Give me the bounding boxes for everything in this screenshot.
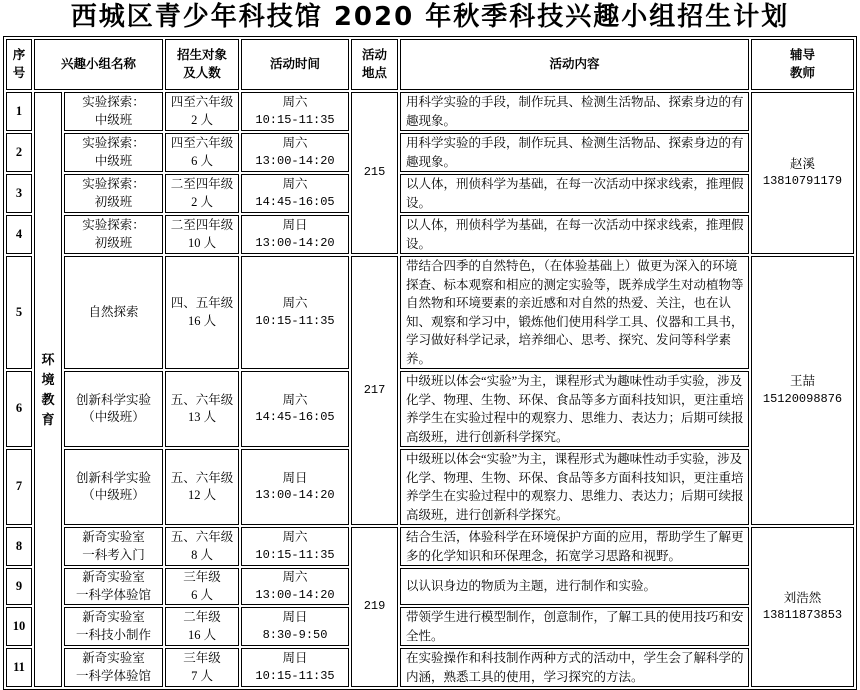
activity-content: 中级班以体会“实验”为主，课程形式为趣味性动手实验，涉及化学、物理、生物、环保、食品等多方面科技知识，更注重培养学生在实验过程中的观察力、思维力、表达力；后期可续报高级班，进行创新科学探究。: [400, 371, 749, 447]
activity-content: 以人体，刑侦科学为基础，在每一次活动中探求线索，推理假设。: [400, 174, 749, 213]
activity-time: [241, 371, 349, 447]
group-name: 实验探索： 初级班: [64, 215, 163, 254]
time-range: 13:00-14:20: [255, 587, 335, 602]
activity-room: 215: [351, 92, 398, 254]
enrollment-count: 12 人: [187, 488, 217, 502]
enrollment-count: 2 人: [191, 112, 213, 127]
row-number: 11: [6, 648, 32, 687]
enrollment-count: 13 人: [187, 410, 217, 424]
enrollment-count: 16 人: [187, 627, 217, 642]
table-row: [6, 371, 854, 447]
header-target: 招生对象 及人数: [165, 39, 239, 90]
enrollment-count: 6 人: [191, 587, 213, 602]
grade-range: 四、五年级: [170, 296, 234, 310]
enrollment-count: 2 人: [191, 194, 213, 209]
activity-time: [241, 568, 349, 605]
weekday: 周六: [282, 136, 308, 150]
activity-time: [241, 174, 349, 213]
weekday: 周日: [282, 470, 308, 485]
grade-range: 二至四年级: [170, 218, 234, 232]
group-name: 新奇实验室 一科学体验馆: [64, 648, 163, 687]
activity-content: 以认识身边的物质为主题，进行制作和实验。: [400, 568, 749, 605]
row-number: 2: [6, 133, 32, 172]
teacher-cell: [751, 527, 854, 687]
enrollment-target: [165, 174, 239, 213]
row-number: 8: [6, 527, 32, 566]
time-range: 8:30-9:50: [262, 627, 328, 642]
activity-time: [241, 92, 349, 131]
activity-content: 中级班以体会“实验”为主，课程形式为趣味性动手实验，涉及化学、物理、生物、环保、食品等多方面科技知识，更注重培养学生在实验过程中的观察力、思维力、表达力；后期可续报高级班，进行创新科学探究。: [400, 449, 749, 525]
enrollment-target: [165, 648, 239, 687]
group-name: 实验探索： 中级班: [64, 133, 163, 172]
weekday: 周六: [282, 95, 308, 109]
activity-room: 219: [351, 527, 398, 687]
grade-range: 二年级: [183, 610, 221, 624]
grade-range: 三年级: [183, 651, 221, 665]
grade-range: 四至六年级: [170, 136, 234, 150]
teacher-name: 刘浩然: [783, 590, 822, 605]
time-range: 13:00-14:20: [255, 153, 335, 168]
activity-time: [241, 215, 349, 254]
grade-range: 五、六年级: [170, 392, 234, 407]
activity-time: [241, 256, 349, 369]
row-number: 1: [6, 92, 32, 131]
time-range: 10:15-11:35: [255, 112, 335, 127]
enrollment-target: [165, 568, 239, 605]
group-name: 新奇实验室 一科技小制作: [64, 607, 163, 646]
table-row: [6, 449, 854, 525]
table-row: [6, 133, 854, 172]
page-title: 西城区青少年科技馆 2020 年秋季科技兴趣小组招生计划: [70, 2, 790, 32]
time-range: 14:45-16:05: [255, 194, 335, 209]
category-label: 环境教育: [41, 351, 55, 427]
enrollment-target: [165, 133, 239, 172]
activity-content: 带结合四季的自然特色，（在体验基础上）做更为深入的环境探查、标本观察和相应的测定实验等，既养成学生对动植物等自然物和环境要素的亲近感和对自然的热爱、关注，也在认知、观察和学习中，锻炼他们使用科学工具、仪器和工具书，学习做好科学记录，培养细心、思考、探究、发问等科学素养。: [400, 256, 749, 369]
enrollment-count: 8 人: [191, 547, 213, 562]
row-number: 10: [6, 607, 32, 646]
weekday: 周日: [282, 218, 308, 232]
enrollment-target: [165, 449, 239, 525]
grade-range: 五、六年级: [170, 530, 234, 544]
grade-range: 五、六年级: [170, 470, 234, 485]
teacher-phone: 15120098876: [762, 391, 843, 406]
activity-room: 217: [351, 256, 398, 525]
enrollment-target: [165, 92, 239, 131]
activity-content: 以人体，刑侦科学为基础，在每一次活动中探求线索，推理假设。: [400, 215, 749, 254]
activity-content: 带领学生进行模型制作，创意制作，了解工具的使用技巧和安全性。: [400, 607, 749, 646]
row-number: 7: [6, 449, 32, 525]
enrollment-count: 10 人: [187, 235, 217, 250]
activity-content: 结合生活，体验科学在环境保护方面的应用，帮助学生了解更多的化学知识和环保理念，拓宽学习思路和视野。: [400, 527, 749, 566]
row-number: 4: [6, 215, 32, 254]
teacher-cell: [751, 92, 854, 254]
time-range: 10:15-11:35: [255, 313, 335, 328]
header-seq: 序 号: [6, 39, 32, 90]
activity-time: [241, 527, 349, 566]
weekday: 周六: [282, 392, 308, 407]
activity-content: 用科学实验的手段，制作玩具、检测生活物品、探索身边的有趣现象。: [400, 133, 749, 172]
header-content: 活动内容: [400, 39, 749, 90]
row-number: 9: [6, 568, 32, 605]
table-row: [6, 92, 854, 131]
time-range: 14:45-16:05: [255, 410, 335, 424]
enrollment-target: [165, 256, 239, 369]
time-range: 10:15-11:35: [255, 668, 335, 683]
enrollment-target: [165, 371, 239, 447]
activity-content: 用科学实验的手段，制作玩具、检测生活物品、探索身边的有趣现象。: [400, 92, 749, 131]
group-name: 创新科学实验 （中级班）: [64, 371, 163, 447]
time-range: 13:00-14:20: [255, 235, 335, 250]
enrollment-target: [165, 215, 239, 254]
table-row: [6, 215, 854, 254]
row-number: 6: [6, 371, 32, 447]
table-row: [6, 174, 854, 213]
enrollment-count: 16 人: [187, 313, 217, 328]
activity-content: 在实验操作和科技制作两种方式的活动中，学生会了解科学的内涵，熟悉工具的使用，学习探究的方法。: [400, 648, 749, 687]
weekday: 周六: [282, 570, 308, 584]
grade-range: 二至四年级: [170, 177, 234, 191]
activity-time: [241, 607, 349, 646]
enrollment-table: [3, 36, 857, 690]
row-number: 5: [6, 256, 32, 369]
group-name: 新奇实验室 一科学体验馆: [64, 568, 163, 605]
header-group-name: 兴趣小组名称: [34, 39, 163, 90]
table-row: [6, 256, 854, 369]
row-number: 3: [6, 174, 32, 213]
teacher-phone: 13811873853: [762, 608, 843, 622]
teacher-cell: [751, 256, 854, 525]
group-name: 自然探索: [64, 256, 163, 369]
table-row: [6, 607, 854, 646]
enrollment-target: [165, 607, 239, 646]
enrollment-target: [165, 527, 239, 566]
group-name: 实验探索： 初级班: [64, 174, 163, 213]
header-row: [6, 39, 854, 90]
enrollment-count: 7 人: [191, 668, 213, 683]
table-row: [6, 568, 854, 605]
weekday: 周六: [282, 177, 308, 191]
teacher-name: 王喆: [790, 374, 816, 388]
category-cell: [34, 92, 62, 687]
grade-range: 三年级: [183, 570, 221, 584]
group-name: 新奇实验室 一科考入门: [64, 527, 163, 566]
weekday: 周日: [282, 651, 308, 665]
activity-time: [241, 449, 349, 525]
activity-time: [241, 133, 349, 172]
teacher-phone: 13810791179: [762, 174, 843, 188]
time-range: 10:15-11:35: [255, 547, 335, 562]
header-place: 活动 地点: [351, 39, 398, 90]
table-row: [6, 527, 854, 566]
time-range: 13:00-14:20: [255, 488, 335, 502]
header-teacher: 辅导 教师: [751, 39, 854, 90]
activity-time: [241, 648, 349, 687]
group-name: 实验探索： 中级班: [64, 92, 163, 131]
teacher-name: 赵溪: [790, 156, 816, 171]
table-row: [6, 648, 854, 687]
header-time: 活动时间: [241, 39, 349, 90]
weekday: 周日: [282, 610, 308, 624]
weekday: 周六: [282, 530, 308, 544]
group-name: 创新科学实验 （中级班）: [64, 449, 163, 525]
grade-range: 四至六年级: [170, 95, 234, 109]
enrollment-count: 6 人: [191, 153, 213, 168]
weekday: 周六: [282, 296, 308, 310]
